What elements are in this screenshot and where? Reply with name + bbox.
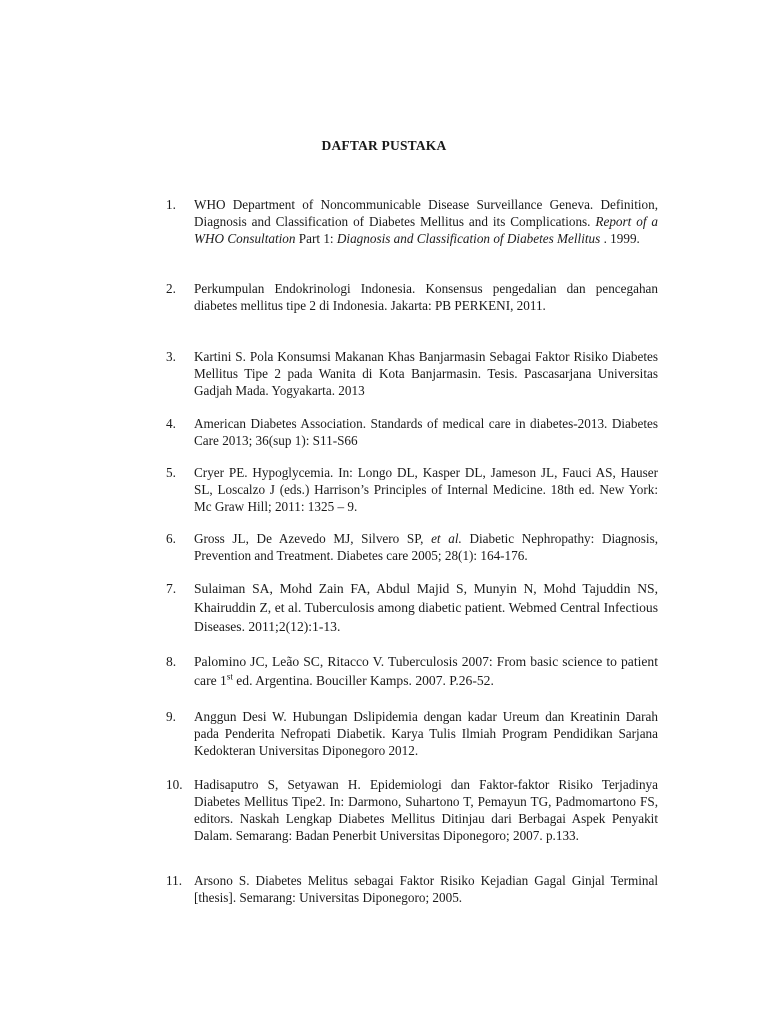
reference-item bbox=[166, 196, 658, 247]
reference-text-run: Anggun Desi W. Hubungan Dslipidemia dengan kadar Ureum dan Kreatinin Darah pada Penderita Nefropati Diabetik. Karya Tulis Ilmiah Program Pendidikan Sarjana Kedokteran Universitas Diponegoro 2012. bbox=[194, 709, 658, 758]
reference-text bbox=[194, 652, 658, 690]
reference-text bbox=[194, 196, 658, 247]
reference-text bbox=[194, 776, 658, 844]
reference-number: 8. bbox=[166, 654, 177, 669]
reference-text-run: American Diabetes Association. Standards of medical care in diabetes-2013. Diabetes Care 2013; 36(sup 1): S11-S66 bbox=[194, 416, 658, 448]
reference-number: 4. bbox=[166, 416, 176, 431]
reference-superscript: st bbox=[226, 671, 233, 682]
reference-text bbox=[194, 872, 658, 906]
reference-text bbox=[194, 708, 658, 759]
reference-text-run: Sulaiman SA, Mohd Zain FA, Abdul Majid S, Munyin N, Mohd Tajuddin NS, Khairuddin Z, et al. Tuberculosis among diabetic patient. Webmed Central Infectious Diseases. 2011;2(12):1-13. bbox=[194, 581, 658, 634]
reference-text bbox=[194, 280, 658, 314]
reference-text bbox=[194, 464, 658, 515]
reference-item bbox=[166, 872, 658, 906]
reference-text-run: WHO Department of Noncommunicable Disease Surveillance Geneva. Definition, Diagnosis and Classification of Diabetes Mellitus and its Complications. bbox=[194, 197, 658, 229]
reference-text-run: ed. Argentina. Bouciller Kamps. 2007. P.26-52. bbox=[232, 673, 494, 688]
reference-item bbox=[166, 348, 658, 399]
reference-number: 10. bbox=[166, 777, 183, 792]
reference-text-run: Diabetic Nephropathy: Diagnosis, Prevention and Treatment. Diabetes care 2005; 28(1): 164-176. bbox=[194, 531, 658, 563]
reference-number: 1. bbox=[166, 197, 176, 212]
reference-number: 7. bbox=[166, 581, 177, 596]
reference-item bbox=[166, 579, 658, 636]
reference-text-run: Gross JL, De Azevedo MJ, Silvero SP, bbox=[194, 531, 432, 546]
reference-number: 5. bbox=[166, 465, 176, 480]
reference-item bbox=[166, 280, 658, 314]
reference-number: 2. bbox=[166, 281, 176, 296]
reference-item bbox=[166, 652, 658, 690]
reference-text bbox=[194, 348, 658, 399]
reference-text bbox=[194, 579, 658, 636]
reference-text-run: Part 1: bbox=[295, 231, 337, 246]
reference-text-run: Palomino JC, Leão SC, Ritacco V. Tuberculosis 2007: From basic science to patient care 1 bbox=[194, 654, 658, 688]
reference-text-run: Hadisaputro S, Setyawan H. Epidemiologi dan Faktor-faktor Risiko Terjadinya Diabetes Mellitus Tipe2. In: Darmono, Suhartono T, Pemayun TG, Padmomartono FS, editors. Naskah Lengkap Diabetes Mellitus Ditinjau dari Berbagai Aspek Penyakit Dalam. Semarang: Badan Penerbit Universitas Diponegoro; 2007. p.133. bbox=[194, 777, 658, 843]
reference-item bbox=[166, 776, 658, 844]
reference-text bbox=[194, 415, 658, 449]
reference-text-run: Arsono S. Diabetes Melitus sebagai Faktor Risiko Kejadian Gagal Ginjal Terminal [thesis]. Semarang: Universitas Diponegoro; 2005. bbox=[194, 873, 658, 905]
reference-item bbox=[166, 464, 658, 515]
reference-text-run: Kartini S. Pola Konsumsi Makanan Khas Banjarmasin Sebagai Faktor Risiko Diabetes Mellitus Tipe 2 pada Wanita di Kota Banjarmasin. Tesis. Pascasarjana Universitas Gadjah Mada. Yogyakarta. 2013 bbox=[194, 349, 658, 398]
reference-text bbox=[194, 530, 658, 564]
reference-number: 11. bbox=[166, 873, 182, 888]
reference-number: 6. bbox=[166, 531, 176, 546]
reference-text-run: . 1999. bbox=[600, 231, 640, 246]
reference-text-run: Cryer PE. Hypoglycemia. In: Longo DL, Kasper DL, Jameson JL, Fauci AS, Hauser SL, Loscalzo J (eds.) Harrison’s Principles of Internal Medicine. 18th ed. New York: Mc Graw Hill; 2011: 1325 – 9. bbox=[194, 465, 658, 514]
reference-item bbox=[166, 530, 658, 564]
reference-italic-run: Report of a WHO Consultation bbox=[194, 214, 658, 246]
reference-italic-run: Diagnosis and Classification of Diabetes Mellitus bbox=[336, 231, 601, 246]
reference-item bbox=[166, 708, 658, 759]
page-title: DAFTAR PUSTAKA bbox=[321, 138, 447, 153]
reference-italic-run: et al. bbox=[431, 531, 462, 546]
reference-text-run: Perkumpulan Endokrinologi Indonesia. Konsensus pengedalian dan pencegahan diabetes mellitus tipe 2 di Indonesia. Jakarta: PB PERKENI, 2011. bbox=[194, 281, 658, 313]
reference-number: 3. bbox=[166, 349, 176, 364]
reference-item bbox=[166, 415, 658, 449]
reference-number: 9. bbox=[166, 709, 176, 724]
